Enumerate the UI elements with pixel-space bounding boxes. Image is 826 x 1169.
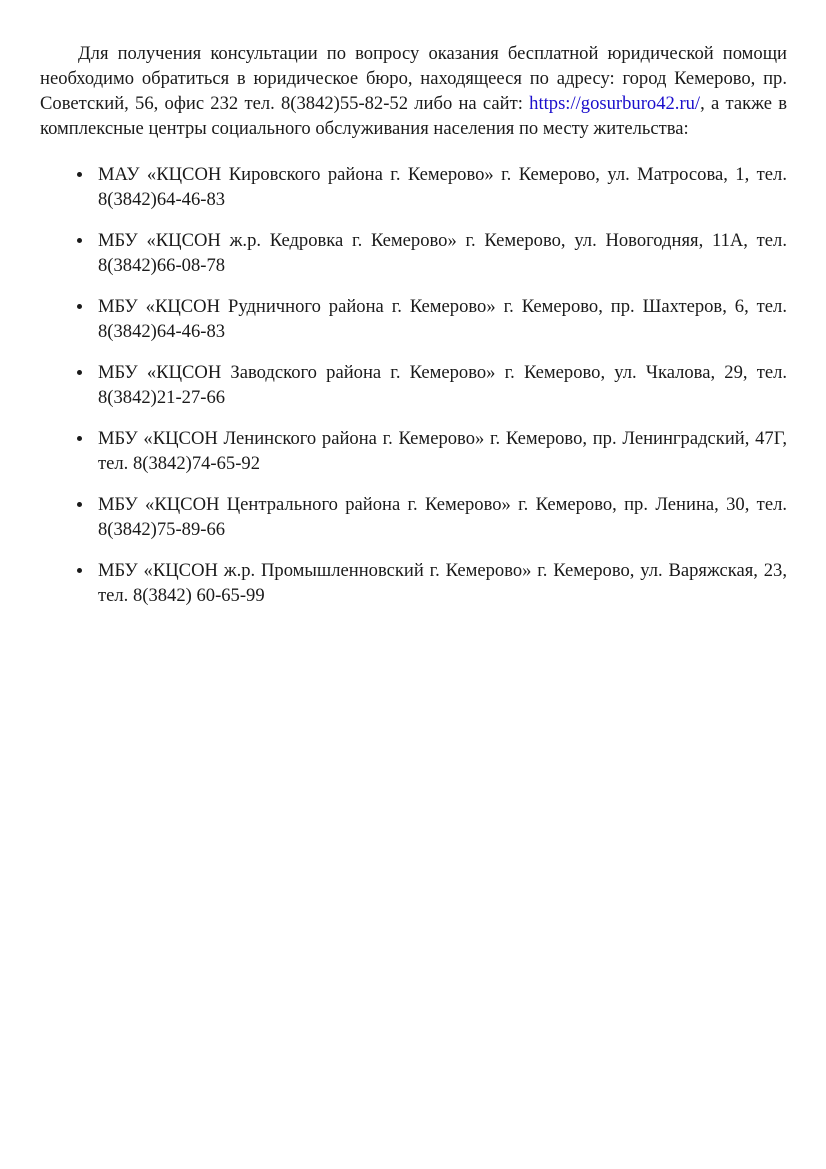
bullet-icon bbox=[77, 502, 82, 507]
intro-paragraph bbox=[40, 41, 787, 141]
bullet-icon bbox=[77, 568, 82, 573]
bullet-icon bbox=[77, 370, 82, 375]
center-text: МАУ «КЦСОН Кировского района г. Кемерово» г. Кемерово, ул. Матросова, 1, тел. 8(3842)64-46-83 bbox=[98, 164, 787, 210]
social-centers-list bbox=[40, 162, 787, 608]
bullet-icon bbox=[77, 172, 82, 177]
center-text: МБУ «КЦСОН Центрального района г. Кемерово» г. Кемерово, пр. Ленина, 30, тел. 8(3842)75-89-66 bbox=[98, 494, 787, 540]
list-item bbox=[40, 228, 787, 278]
list-item bbox=[40, 492, 787, 542]
center-text: МБУ «КЦСОН Заводского района г. Кемерово» г. Кемерово, ул. Чкалова, 29, тел. 8(3842)21-27-66 bbox=[98, 362, 787, 408]
list-item bbox=[40, 360, 787, 410]
center-text: МБУ «КЦСОН Рудничного района г. Кемерово» г. Кемерово, пр. Шахтеров, 6, тел. 8(3842)64-46-83 bbox=[98, 296, 787, 342]
center-text: МБУ «КЦСОН ж.р. Кедровка г. Кемерово» г. Кемерово, ул. Новогодняя, 11А, тел. 8(3842)66-08-78 bbox=[98, 230, 787, 276]
document-page bbox=[40, 41, 787, 624]
bullet-icon bbox=[77, 436, 82, 441]
center-text: МБУ «КЦСОН Ленинского района г. Кемерово» г. Кемерово, пр. Ленинградский, 47Г, тел. 8(3842)74-65-92 bbox=[98, 428, 787, 474]
list-item bbox=[40, 558, 787, 608]
bullet-icon bbox=[77, 238, 82, 243]
bullet-icon bbox=[77, 304, 82, 309]
center-text: МБУ «КЦСОН ж.р. Промышленновский г. Кемерово» г. Кемерово, ул. Варяжская, 23, тел. 8(3842) 60-65-99 bbox=[98, 560, 787, 606]
list-item bbox=[40, 426, 787, 476]
intro-text-after-link: , а также в комплексные центры социального обслуживания населения по месту жительства: bbox=[40, 93, 787, 139]
website-link[interactable]: https://gosurburo42.ru/ bbox=[529, 93, 701, 114]
list-item bbox=[40, 294, 787, 344]
list-item bbox=[40, 162, 787, 212]
intro-text-before-link: Для получения консультации по вопросу оказания бесплатной юридической помощи необходимо обратиться в юридическое бюро, находящееся по адресу: город Кемерово, пр. Советский, 56, офис 232 тел. 8(3842)55-82-52 либо на сайт: bbox=[40, 43, 787, 114]
